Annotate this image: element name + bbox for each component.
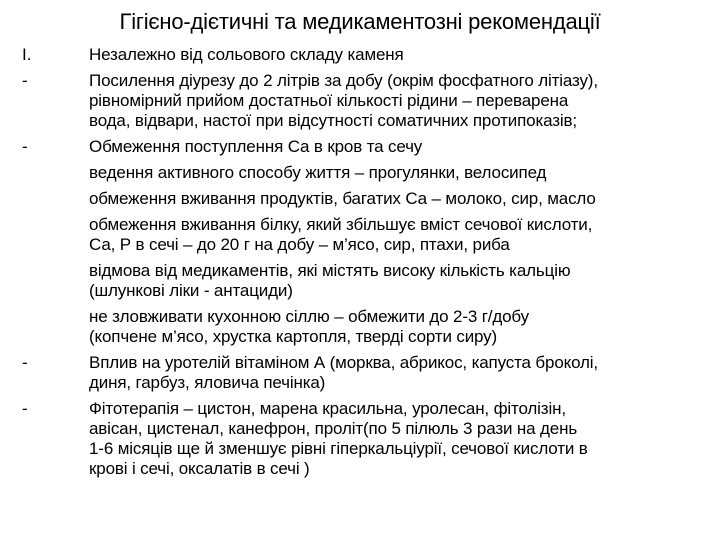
list-item-text: Обмеження поступлення Са в кров та сечу [89, 137, 423, 156]
slide-title: Гігієно-дієтичні та медикаментозні рекомендації [119, 9, 601, 34]
list-marker: - [22, 137, 28, 156]
list-item-text: не зловживати кухонною сіллю – обмежити до 2-3 г/добу (копчене м’ясо, хрустка картопля, тверді сорти сиру) [89, 307, 529, 346]
list-item [22, 189, 712, 209]
list-marker: - [22, 399, 28, 418]
list-marker [22, 163, 89, 183]
list-item [22, 307, 712, 347]
list-marker [22, 307, 89, 347]
list-item [22, 353, 712, 393]
list-marker [22, 215, 89, 255]
list-marker: - [22, 353, 28, 372]
list-item [22, 137, 712, 157]
list-item-text: Посилення діурезу до 2 літрів за добу (окрім фосфатного літіазу), рівномірний прийом достатньої кількості рідини – переварена вода, відвари, настої при відсутності соматичних протипоказів; [89, 71, 598, 130]
list-item-text: відмова від медикаментів, які містять високу кількість кальцію (шлункові ліки - антациди) [89, 261, 571, 300]
recommendation-list [22, 45, 712, 485]
list-item [22, 399, 712, 479]
list-item-text: обмеження вживання продуктів, багатих Са – молоко, сир, масло [89, 189, 596, 208]
list-item-text: Фітотерапія – цистон, марена красильна, уролесан, фітолізін, авісан, цистенал, канефрон, проліт(по 5 пілюль 3 рази на день 1-6 місяців ще й зменшує рівні гіперкальціурії, сечової кислоти в крові і сечі, оксалатів в сечі ) [89, 399, 588, 478]
list-marker [22, 261, 89, 301]
list-item [22, 45, 712, 65]
list-item-text: Незалежно від сольового складу каменя [89, 45, 404, 64]
list-item-text: Вплив на уротелій вітаміном А (морква, абрикос, капуста броколі, диня, гарбуз, яловича печінка) [89, 353, 598, 392]
list-item [22, 163, 712, 183]
list-item [22, 261, 712, 301]
list-marker: I. [22, 45, 32, 64]
list-item-text: обмеження вживання білку, який збільшує вміст сечової кислоти, Са, Р в сечі – до 20 г на добу – м’ясо, сир, птахи, риба [89, 215, 593, 254]
list-item [22, 215, 712, 255]
list-item-text: ведення активного способу життя – прогулянки, велосипед [89, 163, 547, 182]
list-marker: - [22, 71, 28, 90]
list-marker [22, 189, 89, 209]
list-item [22, 71, 712, 131]
